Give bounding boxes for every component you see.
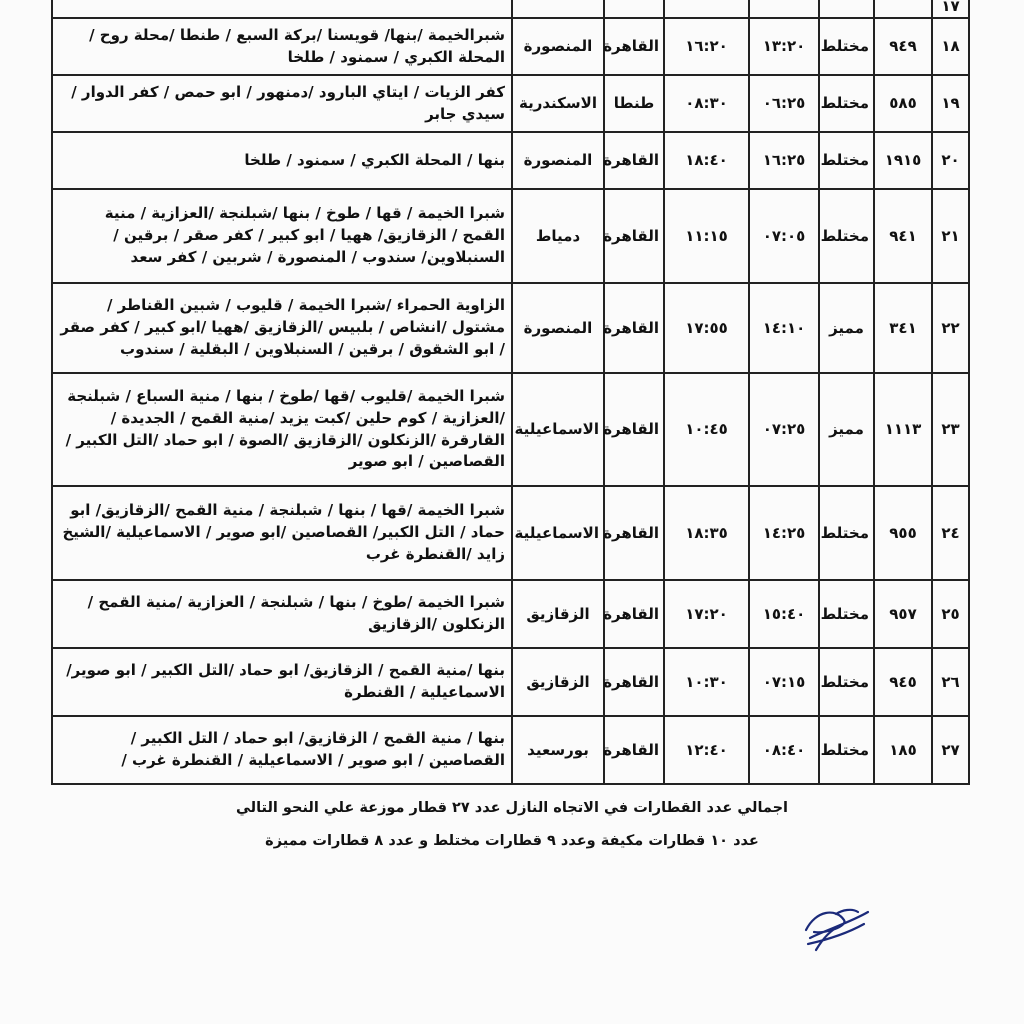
train-number: ٩٤٥: [874, 648, 932, 716]
stops-list: الزاوية الحمراء /شبرا الخيمة / قليوب / شبين القناطر / مشتول /انشاص / بلبيس /الزقازيق /ههيا /ابو كبير / كفر صقر / ابو الشقوق / برقين / السنبلاوين / البقلية / سندوب: [52, 283, 512, 373]
origin-station: القاهرة: [604, 189, 664, 283]
stops-list: بنها /منية القمح / الزقازيق/ ابو حماد /التل الكبير / ابو صوير/ الاسماعيلية / القنطرة: [52, 648, 512, 716]
train-type: مميز: [819, 283, 874, 373]
train-number: ١١١٣: [874, 373, 932, 486]
stops-list: بنها / منية القمح / الزقازيق/ ابو حماد / التل الكبير /القصاصين / ابو صوير / الاسماعيلية / القنطرة غرب /: [52, 716, 512, 784]
origin-station: القاهرة: [604, 580, 664, 648]
origin-station: القاهرة: [604, 648, 664, 716]
stops-list: بنها / المحلة الكبري / سمنود / طلخا: [52, 132, 512, 189]
arrival-time: ٠٨:٣٠: [664, 75, 749, 132]
destination-station: الاسكندرية: [512, 75, 604, 132]
arrival-time: ١٧:٥٥: [664, 283, 749, 373]
origin-station: [604, 0, 664, 18]
row-number: ٢٧: [932, 716, 969, 784]
arrival-time: ١٠:٣٠: [664, 648, 749, 716]
table-row: [52, 486, 969, 580]
origin-station: القاهرة: [604, 18, 664, 75]
table-row: [52, 283, 969, 373]
stops-list: [52, 0, 512, 18]
departure-time: ٠٧:١٥: [749, 648, 819, 716]
departure-time: ١٥:٤٠: [749, 580, 819, 648]
origin-station: طنطا: [604, 75, 664, 132]
origin-station: القاهرة: [604, 283, 664, 373]
train-type: مختلط: [819, 75, 874, 132]
train-number: ٩٥٥: [874, 486, 932, 580]
destination-station: المنصورة: [512, 132, 604, 189]
summary-line-2: عدد ١٠ قطارات مكيفة وعدد ٩ قطارات مختلط و عدد ٨ قطارات مميزة: [265, 833, 759, 849]
destination-station: الاسماعيلية: [512, 373, 604, 486]
stops-list: كفر الزيات / ايتاي البارود /دمنهور / ابو حمص / كفر الدوار / سيدي جابر: [52, 75, 512, 132]
origin-station: القاهرة: [604, 373, 664, 486]
train-number: ٩٤٩: [874, 18, 932, 75]
train-number: ١٩١٥: [874, 132, 932, 189]
table-row: [52, 648, 969, 716]
stops-list: شبرا الخيمة /طوخ / بنها / شبلنجة / العزازية /منية القمح / الزنكلون /الزقازيق: [52, 580, 512, 648]
table-row: [52, 716, 969, 784]
train-number: ٣٤١: [874, 283, 932, 373]
table-row: [52, 189, 969, 283]
train-number: [874, 0, 932, 18]
row-number: ١٩: [932, 75, 969, 132]
departure-time: ٠٧:٢٥: [749, 373, 819, 486]
row-number: ١٧: [932, 0, 969, 18]
arrival-time: ١٨:٣٥: [664, 486, 749, 580]
stops-list: شبرا الخيمة /قها / بنها / شبلنجة / منية القمح /الزقازيق/ ابو حماد / التل الكبير/ القصاصين /ابو صوير / الاسماعيلية /الشيخ زايد /القنطرة غرب: [52, 486, 512, 580]
destination-station: المنصورة: [512, 283, 604, 373]
arrival-time: ١١:١٥: [664, 189, 749, 283]
arrival-time: ١٦:٢٠: [664, 18, 749, 75]
train-type: مختلط: [819, 486, 874, 580]
arrival-time: ١٨:٤٠: [664, 132, 749, 189]
train-type: مختلط: [819, 716, 874, 784]
destination-station: المنصورة: [512, 18, 604, 75]
stops-list: شبرالخيمة /بنها/ قويسنا /بركة السبع / طنطا /محلة روح / المحلة الكبري / سمنود / طلخا: [52, 18, 512, 75]
departure-time: ٠٦:٢٥: [749, 75, 819, 132]
signature: [796, 900, 876, 956]
table-row: [52, 0, 969, 18]
departure-time: ١٣:٢٠: [749, 18, 819, 75]
table-row: [52, 75, 969, 132]
train-type: مختلط: [819, 648, 874, 716]
origin-station: القاهرة: [604, 132, 664, 189]
table-row: [52, 18, 969, 75]
train-number: ٩٤١: [874, 189, 932, 283]
origin-station: القاهرة: [604, 486, 664, 580]
departure-time: ١٤:٢٥: [749, 486, 819, 580]
departure-time: ٠٧:٠٥: [749, 189, 819, 283]
destination-station: [512, 0, 604, 18]
destination-station: الزقازيق: [512, 580, 604, 648]
departure-time: ٠٨:٤٠: [749, 716, 819, 784]
train-type: مختلط: [819, 132, 874, 189]
row-number: ٢٣: [932, 373, 969, 486]
table-row: [52, 373, 969, 486]
destination-station: بورسعيد: [512, 716, 604, 784]
arrival-time: ١٠:٤٥: [664, 373, 749, 486]
departure-time: ١٦:٢٥: [749, 132, 819, 189]
train-schedule-table: [51, 0, 970, 785]
row-number: ٢٥: [932, 580, 969, 648]
departure-time: ١٤:١٠: [749, 283, 819, 373]
row-number: ٢١: [932, 189, 969, 283]
train-number: ١٨٥: [874, 716, 932, 784]
train-number: ٥٨٥: [874, 75, 932, 132]
arrival-time: [664, 0, 749, 18]
train-type: مميز: [819, 373, 874, 486]
stops-list: شبرا الخيمة /قليوب /قها /طوخ / بنها / منية السباع / شبلنجة /العزازية / كوم حلين /كبت يزيد /منية القمح / الجديدة / القارقرة /الزنكلون /الزقازيق /الصوة / ابو حماد /التل الكبير / القصاصين / ابو صوير: [52, 373, 512, 486]
row-number: ١٨: [932, 18, 969, 75]
row-number: ٢٦: [932, 648, 969, 716]
row-number: ٢٠: [932, 132, 969, 189]
train-type: مختلط: [819, 189, 874, 283]
arrival-time: ١٢:٤٠: [664, 716, 749, 784]
table-row: [52, 132, 969, 189]
stops-list: شبرا الخيمة / قها / طوخ / بنها /شبلنجة /العزازية / منية القمح / الزقازيق/ ههيا / ابو كبير / كفر صقر / برقين / السنبلاوين/ سندوب / المنصورة / شربين / كفر سعد: [52, 189, 512, 283]
row-number: ٢٢: [932, 283, 969, 373]
row-number: ٢٤: [932, 486, 969, 580]
origin-station: القاهرة: [604, 716, 664, 784]
destination-station: دمياط: [512, 189, 604, 283]
destination-station: الاسماعيلية: [512, 486, 604, 580]
train-number: ٩٥٧: [874, 580, 932, 648]
train-type: مختلط: [819, 580, 874, 648]
departure-time: [749, 0, 819, 18]
arrival-time: ١٧:٢٠: [664, 580, 749, 648]
destination-station: الزقازيق: [512, 648, 604, 716]
train-type: [819, 0, 874, 18]
summary-line-1: اجمالي عدد القطارات في الاتجاه النازل عدد ٢٧ قطار موزعة علي النحو التالي: [235, 800, 789, 816]
train-type: مختلط: [819, 18, 874, 75]
table-row: [52, 580, 969, 648]
